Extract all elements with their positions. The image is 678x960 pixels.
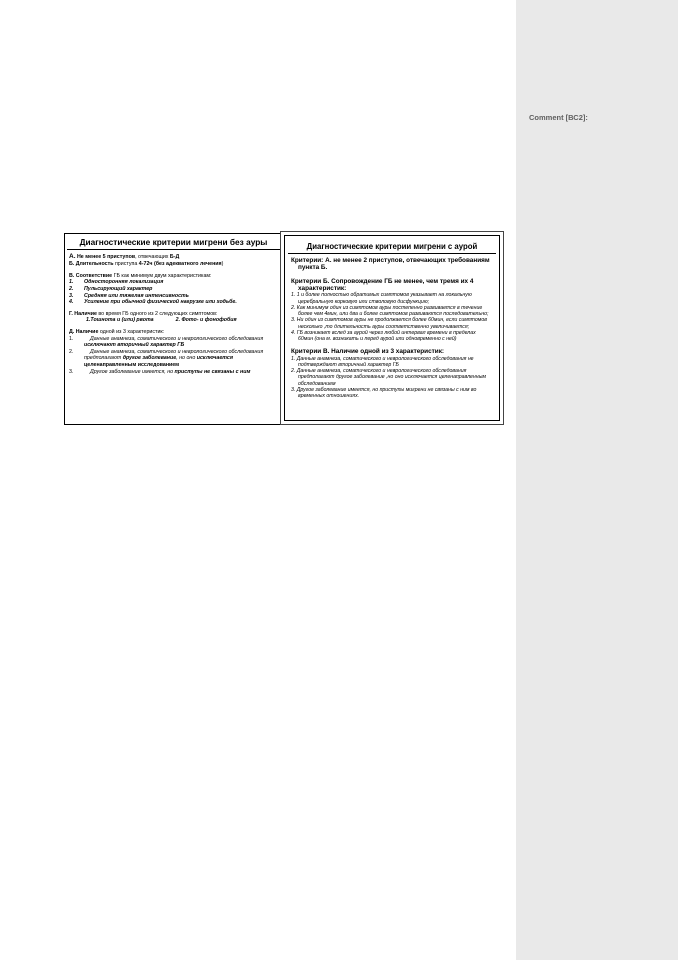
panel-right-frame — [284, 235, 500, 421]
criterion-d-item: 1. Данные анамнеза, соматического и неврологического обследования — [69, 335, 264, 342]
criterion-a-aura: Критерии: А. не менее 2 приступов, отвечающих требованиям пункта Б. — [291, 257, 490, 272]
aura-item: 4. ГБ возникает вслед за аурой через любой интервал времени в пределах 60мин (она м. возникать и перед аурой или одновременно с ней) — [291, 329, 476, 343]
criterion-d-item-cont: целенаправленным исследованием — [84, 362, 180, 369]
panel-left-body — [65, 250, 282, 375]
comment-title: Comment [ВС2]: — [529, 113, 588, 122]
panel-left-title: Диагностические критерии мигрени без ауры — [67, 234, 280, 250]
criterion-d-item: 3. Другое заболевание имеется, но приступы не связаны с ним — [69, 368, 251, 375]
criterion-b-aura: Критерии Б. Сопровождение ГБ не менее, чем тремя их 4 характеристик: — [291, 277, 474, 293]
criterion-c-item: 2. Пульсирующий характер — [69, 285, 153, 292]
panel-right-body — [285, 254, 499, 399]
comment-sidebar — [516, 0, 678, 960]
aura-c-item: 3. Другое заболевание имеется, но приступы мигрени не связаны с ним во временных отношениях. — [291, 386, 477, 400]
criterion-a: А. Не менее 5 приступов, отвечающих Б-Д — [69, 253, 180, 260]
panel-with-aura — [280, 231, 504, 425]
criterion-b: Б. Длительность приступа 4-72ч (без адекватного лечения) — [69, 261, 224, 268]
panel-right-title: Диагностические критерии мигрени с аурой — [288, 236, 496, 254]
aura-item: 1. 1 и более полностью обратимых симптомов указывает на локальную церебральную корковую или стволовую дисфункцию; — [291, 292, 472, 305]
criterion-c-item: 4. Усиление при обычной физической нагрузке или ходьбе. — [69, 299, 237, 306]
criterion-v-aura: Критерии В. Наличие одной из 3 характеристик: — [291, 348, 445, 356]
aura-item: 2. Как минимум один из симптомов ауры постепенно развивается в течение более чем 4мин, или два и более симптомов развиваются последовательно; — [291, 304, 489, 318]
aura-item: 3. Ни один из симптомов ауры не продолжается более 60мин, если симптомов несколько ,то длительность ауры соответственно увеличивается; — [291, 317, 487, 330]
criterion-g: Г. Наличие во время ГБ одного из 2 следующих симптомов: — [69, 310, 218, 317]
criterion-c-item: 3. Средняя или тяжелая интенсивность — [69, 292, 189, 299]
criterion-d: Д. Наличие одной из 3 характеристик: — [69, 329, 165, 335]
criterion-d-item-cont: исключают вторичный характер ГБ — [84, 342, 185, 349]
aura-c-item: 1. Данные анамнеза, соматического и неврологического обследования не подтверждают вторичный характер ГБ — [291, 355, 474, 368]
criterion-g-symptoms: 1.Тошнота и (или) рвота 2. Фото- и фонофобия — [86, 317, 237, 324]
criterion-d-item: 2. Данные анамнеза, соматического и неврологического обследования — [69, 348, 264, 355]
panel-without-aura — [64, 233, 283, 425]
criterion-d-item-cont: предполагают другое заболевание, но оно исключается — [84, 355, 233, 362]
criterion-c: В. Соответствие ГБ как минимум двум характеристикам: — [69, 272, 212, 279]
aura-c-item: 2. Данные анамнеза, соматического и неврологического обследования предполагают другое заболевание ,но оно исключается целенаправленным обследованием — [291, 368, 486, 387]
criterion-c-item: 1. Односторонняя локализация — [69, 279, 164, 286]
